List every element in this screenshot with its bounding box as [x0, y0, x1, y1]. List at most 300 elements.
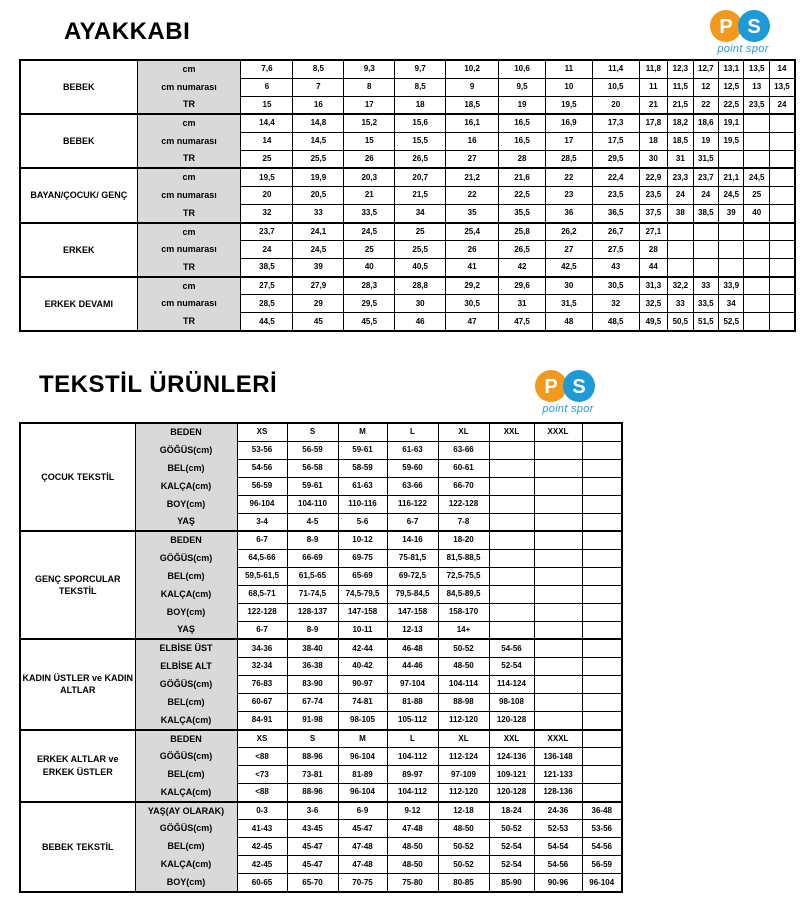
- size-cell: 42-45: [237, 838, 287, 856]
- size-cell: [769, 295, 795, 313]
- size-cell: 9,3: [344, 60, 395, 78]
- size-cell: 35: [446, 205, 499, 223]
- size-cell: [534, 657, 582, 675]
- size-cell: 44-46: [387, 657, 438, 675]
- table-row: [20, 313, 795, 331]
- row-label: cm numarası: [137, 186, 241, 204]
- size-cell: 14: [241, 132, 293, 150]
- size-cell: 69-72,5: [387, 567, 438, 585]
- size-cell: 38-40: [287, 639, 338, 657]
- size-cell: 81-89: [338, 766, 387, 784]
- size-cell: 90-96: [534, 874, 582, 892]
- size-cell: 37,5: [639, 205, 668, 223]
- size-cell: [534, 549, 582, 567]
- size-cell: 96-104: [338, 748, 387, 766]
- size-cell: 18,2: [668, 114, 693, 132]
- size-cell: [582, 748, 622, 766]
- size-cell: 17,5: [592, 132, 639, 150]
- size-cell: 25,5: [395, 241, 446, 259]
- size-cell: 29,2: [446, 277, 499, 295]
- row-label: GÖĞÜS(cm): [135, 820, 237, 838]
- size-cell: 36-38: [287, 657, 338, 675]
- row-label: YAŞ: [135, 621, 237, 639]
- size-cell: 9: [446, 78, 499, 96]
- size-cell: [534, 477, 582, 495]
- svg-text:S: S: [747, 16, 761, 38]
- size-cell: 88-98: [438, 693, 489, 711]
- size-cell: 36,5: [592, 205, 639, 223]
- size-cell: 18: [395, 96, 446, 114]
- size-cell: 24,5: [719, 186, 744, 204]
- size-cell: 42,5: [545, 259, 592, 277]
- row-label: YAŞ: [135, 513, 237, 531]
- size-cell: 44: [639, 259, 668, 277]
- size-cell: XL: [438, 730, 489, 748]
- row-label: GÖĞÜS(cm): [135, 441, 237, 459]
- size-cell: 15,6: [395, 114, 446, 132]
- size-cell: 128-137: [287, 603, 338, 621]
- size-cell: 31,3: [639, 277, 668, 295]
- size-cell: 38,5: [241, 259, 293, 277]
- size-cell: 98-108: [489, 693, 534, 711]
- size-cell: 136-148: [534, 748, 582, 766]
- size-cell: 121-133: [534, 766, 582, 784]
- row-label: TR: [137, 313, 241, 331]
- row-label: BEDEN: [135, 531, 237, 549]
- size-cell: 14-16: [387, 531, 438, 549]
- table-row: [20, 295, 795, 313]
- size-cell: 22: [693, 96, 718, 114]
- size-cell: 74-81: [338, 693, 387, 711]
- size-cell: 91-98: [287, 712, 338, 730]
- size-cell: [744, 313, 769, 331]
- size-cell: 53-56: [582, 820, 622, 838]
- size-cell: 17,8: [639, 114, 668, 132]
- size-cell: 7-8: [438, 513, 489, 531]
- table-row: [20, 223, 795, 241]
- size-cell: 20,7: [395, 168, 446, 186]
- size-cell: 19,5: [241, 168, 293, 186]
- size-cell: 38: [668, 205, 693, 223]
- size-cell: 8,5: [293, 60, 344, 78]
- size-cell: 120-128: [489, 712, 534, 730]
- size-cell: XS: [237, 423, 287, 441]
- size-cell: 104-110: [287, 495, 338, 513]
- size-cell: 40,5: [395, 259, 446, 277]
- table-row: [20, 78, 795, 96]
- size-cell: 26,5: [499, 241, 546, 259]
- size-cell: 128-136: [534, 784, 582, 802]
- size-cell: 25,4: [446, 223, 499, 241]
- table-row: [20, 259, 795, 277]
- table-row: [20, 186, 795, 204]
- size-cell: [769, 114, 795, 132]
- size-cell: 43: [592, 259, 639, 277]
- size-cell: [534, 441, 582, 459]
- size-cell: 39: [719, 205, 744, 223]
- size-cell: M: [338, 730, 387, 748]
- shoe-size-table: [19, 59, 796, 332]
- size-cell: 14,4: [241, 114, 293, 132]
- size-cell: 41-43: [237, 820, 287, 838]
- size-cell: 22,5: [719, 96, 744, 114]
- size-cell: 12-13: [387, 621, 438, 639]
- size-cell: [534, 531, 582, 549]
- row-label: KALÇA(cm): [135, 784, 237, 802]
- table-row: [20, 730, 622, 748]
- size-cell: [769, 168, 795, 186]
- size-cell: 45-47: [287, 856, 338, 874]
- size-cell: 110-116: [338, 495, 387, 513]
- size-cell: 6-7: [387, 513, 438, 531]
- size-cell: [582, 477, 622, 495]
- size-cell: 21: [344, 186, 395, 204]
- brand-name: point spor: [542, 403, 594, 415]
- row-label: TR: [137, 96, 241, 114]
- size-cell: 48-50: [387, 856, 438, 874]
- size-cell: 31,5: [545, 295, 592, 313]
- size-cell: 54-54: [534, 838, 582, 856]
- size-cell: 18-24: [489, 802, 534, 820]
- size-cell: [489, 531, 534, 549]
- size-cell: [719, 223, 744, 241]
- row-label: BOY(cm): [135, 495, 237, 513]
- size-cell: 45: [293, 313, 344, 331]
- size-cell: 47: [446, 313, 499, 331]
- size-cell: 25: [241, 150, 293, 168]
- size-cell: 88-96: [287, 784, 338, 802]
- size-cell: [769, 205, 795, 223]
- size-cell: 16,5: [499, 114, 546, 132]
- size-cell: 23,5: [592, 186, 639, 204]
- size-cell: 24,5: [744, 168, 769, 186]
- size-cell: 14,5: [293, 132, 344, 150]
- size-cell: 11,8: [639, 60, 668, 78]
- shoes-title: AYAKKABI: [64, 18, 191, 45]
- size-cell: 52-54: [489, 657, 534, 675]
- size-cell: 60-61: [438, 459, 489, 477]
- row-label: GÖĞÜS(cm): [135, 549, 237, 567]
- size-cell: 29: [293, 295, 344, 313]
- size-cell: 26,2: [545, 223, 592, 241]
- size-cell: L: [387, 730, 438, 748]
- size-cell: 29,6: [499, 277, 546, 295]
- size-cell: 28,5: [241, 295, 293, 313]
- row-label: cm numarası: [137, 295, 241, 313]
- row-label: GÖĞÜS(cm): [135, 748, 237, 766]
- size-cell: [582, 585, 622, 603]
- size-cell: 25: [344, 241, 395, 259]
- size-cell: [534, 621, 582, 639]
- size-cell: 19,5: [719, 132, 744, 150]
- size-cell: 84-91: [237, 712, 287, 730]
- size-cell: 14,8: [293, 114, 344, 132]
- size-cell: 96-104: [338, 784, 387, 802]
- size-cell: 85-90: [489, 874, 534, 892]
- size-cell: 26: [344, 150, 395, 168]
- size-cell: 96-104: [237, 495, 287, 513]
- size-cell: 16,9: [545, 114, 592, 132]
- row-label: TR: [137, 259, 241, 277]
- size-cell: [582, 549, 622, 567]
- size-cell: [534, 603, 582, 621]
- size-cell: 104-114: [438, 675, 489, 693]
- size-cell: [744, 259, 769, 277]
- size-cell: 21: [639, 96, 668, 114]
- size-cell: 18,6: [693, 114, 718, 132]
- point-spor-logo-icon: [519, 366, 617, 404]
- size-cell: [668, 241, 693, 259]
- size-cell: 60-65: [237, 874, 287, 892]
- size-cell: 88-96: [287, 748, 338, 766]
- size-cell: 75-80: [387, 874, 438, 892]
- size-cell: [582, 603, 622, 621]
- size-cell: 31,5: [693, 150, 718, 168]
- row-label: BOY(cm): [135, 603, 237, 621]
- size-cell: 4-5: [287, 513, 338, 531]
- size-cell: [582, 513, 622, 531]
- category-label: KADIN ÜSTLER ve KADIN ALTLAR: [20, 639, 135, 729]
- size-cell: [489, 513, 534, 531]
- size-cell: 34: [719, 295, 744, 313]
- category-label: ERKEK ALTLAR ve ERKEK ÜSTLER: [20, 730, 135, 802]
- size-cell: <88: [237, 784, 287, 802]
- size-cell: 21,5: [395, 186, 446, 204]
- row-label: BEL(cm): [135, 766, 237, 784]
- size-cell: 27,5: [241, 277, 293, 295]
- size-cell: [693, 259, 718, 277]
- size-cell: 66-69: [287, 549, 338, 567]
- size-cell: [534, 567, 582, 585]
- size-cell: 29,5: [592, 150, 639, 168]
- size-cell: 34: [395, 205, 446, 223]
- size-cell: [769, 259, 795, 277]
- size-cell: 45-47: [287, 838, 338, 856]
- size-cell: 41: [446, 259, 499, 277]
- size-cell: 158-170: [438, 603, 489, 621]
- size-cell: 26: [446, 241, 499, 259]
- row-label: cm: [137, 277, 241, 295]
- size-cell: 20: [592, 96, 639, 114]
- textile-title: TEKSTİL ÜRÜNLERİ: [39, 371, 278, 398]
- size-cell: 10: [545, 78, 592, 96]
- size-cell: 33: [693, 277, 718, 295]
- row-label: KALÇA(cm): [135, 856, 237, 874]
- size-cell: 30: [395, 295, 446, 313]
- size-cell: 13,1: [719, 60, 744, 78]
- size-cell: 50-52: [438, 838, 489, 856]
- size-cell: 42-44: [338, 639, 387, 657]
- size-cell: XXL: [489, 730, 534, 748]
- size-cell: 83-90: [287, 675, 338, 693]
- brand-logo-top: [694, 6, 792, 55]
- size-cell: 16,1: [446, 114, 499, 132]
- size-cell: 61-63: [338, 477, 387, 495]
- size-cell: [769, 132, 795, 150]
- size-cell: 18: [639, 132, 668, 150]
- size-cell: [719, 259, 744, 277]
- size-cell: [582, 441, 622, 459]
- size-cell: [744, 295, 769, 313]
- size-cell: 17: [344, 96, 395, 114]
- size-cell: 20: [241, 186, 293, 204]
- size-cell: 116-122: [387, 495, 438, 513]
- category-label: GENÇ SPORCULAR TEKSTİL: [20, 531, 135, 639]
- size-cell: 66-70: [438, 477, 489, 495]
- size-cell: 59-61: [287, 477, 338, 495]
- size-cell: 32,5: [639, 295, 668, 313]
- size-cell: [582, 423, 622, 441]
- size-cell: [693, 223, 718, 241]
- size-cell: 40: [744, 205, 769, 223]
- size-cell: XXXL: [534, 423, 582, 441]
- table-row: [20, 802, 622, 820]
- size-cell: 32-34: [237, 657, 287, 675]
- size-cell: 3-6: [287, 802, 338, 820]
- size-cell: 50-52: [489, 820, 534, 838]
- category-label: BAYAN/ÇOCUK/ GENÇ: [20, 168, 137, 222]
- size-cell: [719, 241, 744, 259]
- size-cell: 76-83: [237, 675, 287, 693]
- size-cell: XL: [438, 423, 489, 441]
- table-row: [20, 241, 795, 259]
- size-cell: 65-70: [287, 874, 338, 892]
- row-label: BOY(cm): [135, 874, 237, 892]
- row-label: cm numarası: [137, 78, 241, 96]
- size-cell: 120-128: [489, 784, 534, 802]
- size-cell: 27: [545, 241, 592, 259]
- size-cell: [582, 567, 622, 585]
- size-cell: 30,5: [592, 277, 639, 295]
- size-cell: S: [287, 730, 338, 748]
- table-row: [20, 168, 795, 186]
- size-cell: 53-56: [237, 441, 287, 459]
- size-cell: [489, 585, 534, 603]
- size-cell: 84,5-89,5: [438, 585, 489, 603]
- size-cell: 33: [668, 295, 693, 313]
- size-cell: 112-120: [438, 712, 489, 730]
- size-cell: 9,7: [395, 60, 446, 78]
- size-cell: 16: [293, 96, 344, 114]
- size-cell: 48-50: [387, 838, 438, 856]
- row-label: KALÇA(cm): [135, 585, 237, 603]
- size-cell: [582, 495, 622, 513]
- size-cell: 27,5: [592, 241, 639, 259]
- row-label: ELBİSE ÜST: [135, 639, 237, 657]
- size-cell: 28: [499, 150, 546, 168]
- size-cell: 74,5-79,5: [338, 585, 387, 603]
- size-cell: [744, 277, 769, 295]
- size-cell: 33: [293, 205, 344, 223]
- size-cell: 12: [693, 78, 718, 96]
- size-cell: 50-52: [438, 856, 489, 874]
- size-cell: [582, 766, 622, 784]
- size-cell: 15,5: [395, 132, 446, 150]
- size-cell: 24,5: [344, 223, 395, 241]
- size-cell: 25,8: [499, 223, 546, 241]
- size-cell: 81,5-88,5: [438, 549, 489, 567]
- category-label: BEBEK: [20, 114, 137, 168]
- row-label: cm numarası: [137, 241, 241, 259]
- size-cell: 42: [499, 259, 546, 277]
- size-cell: 24: [241, 241, 293, 259]
- size-cell: 12-18: [438, 802, 489, 820]
- size-cell: 10,2: [446, 60, 499, 78]
- table-row: [20, 114, 795, 132]
- size-cell: [534, 675, 582, 693]
- size-cell: 28,8: [395, 277, 446, 295]
- size-cell: 25: [744, 186, 769, 204]
- category-label: ERKEK: [20, 223, 137, 277]
- row-label: cm: [137, 114, 241, 132]
- size-cell: 33,5: [344, 205, 395, 223]
- size-cell: 63-66: [438, 441, 489, 459]
- size-cell: 122-128: [438, 495, 489, 513]
- category-label: BEBEK: [20, 60, 137, 114]
- textile-size-table: [19, 422, 623, 893]
- size-cell: [534, 693, 582, 711]
- row-label: BEL(cm): [135, 459, 237, 477]
- row-label: ELBİSE ALT: [135, 657, 237, 675]
- size-cell: 6: [241, 78, 293, 96]
- size-cell: 59-60: [387, 459, 438, 477]
- size-cell: XXXL: [534, 730, 582, 748]
- size-cell: 80-85: [438, 874, 489, 892]
- size-cell: 33,5: [693, 295, 718, 313]
- size-cell: 24: [769, 96, 795, 114]
- size-cell: 50-52: [438, 639, 489, 657]
- size-cell: 49,5: [639, 313, 668, 331]
- size-cell: 46-48: [387, 639, 438, 657]
- size-cell: [582, 693, 622, 711]
- size-cell: 54-56: [237, 459, 287, 477]
- brand-name: point spor: [717, 43, 769, 55]
- size-cell: [744, 132, 769, 150]
- svg-text:P: P: [544, 376, 558, 398]
- size-cell: 69-75: [338, 549, 387, 567]
- size-cell: 24,5: [293, 241, 344, 259]
- size-cell: 22: [545, 168, 592, 186]
- size-cell: 21,1: [719, 168, 744, 186]
- size-cell: 58-59: [338, 459, 387, 477]
- size-cell: 10-11: [338, 621, 387, 639]
- category-label: ÇOCUK TEKSTİL: [20, 423, 135, 531]
- row-label: TR: [137, 205, 241, 223]
- brand-logo-bottom: [519, 366, 617, 415]
- size-cell: [769, 277, 795, 295]
- size-cell: 36: [545, 205, 592, 223]
- size-cell: [489, 567, 534, 585]
- size-cell: [534, 585, 582, 603]
- row-label: BEL(cm): [135, 838, 237, 856]
- size-cell: 22,5: [499, 186, 546, 204]
- size-cell: 21,2: [446, 168, 499, 186]
- size-cell: 67-74: [287, 693, 338, 711]
- size-cell: [534, 712, 582, 730]
- size-cell: 3-4: [237, 513, 287, 531]
- size-cell: 33,9: [719, 277, 744, 295]
- size-cell: [744, 241, 769, 259]
- size-cell: [582, 459, 622, 477]
- size-cell: 22,9: [639, 168, 668, 186]
- size-cell: 43-45: [287, 820, 338, 838]
- row-label: TR: [137, 150, 241, 168]
- size-cell: 24,1: [293, 223, 344, 241]
- size-cell: 25,5: [293, 150, 344, 168]
- size-cell: [668, 223, 693, 241]
- size-cell: 22,4: [592, 168, 639, 186]
- size-cell: [582, 675, 622, 693]
